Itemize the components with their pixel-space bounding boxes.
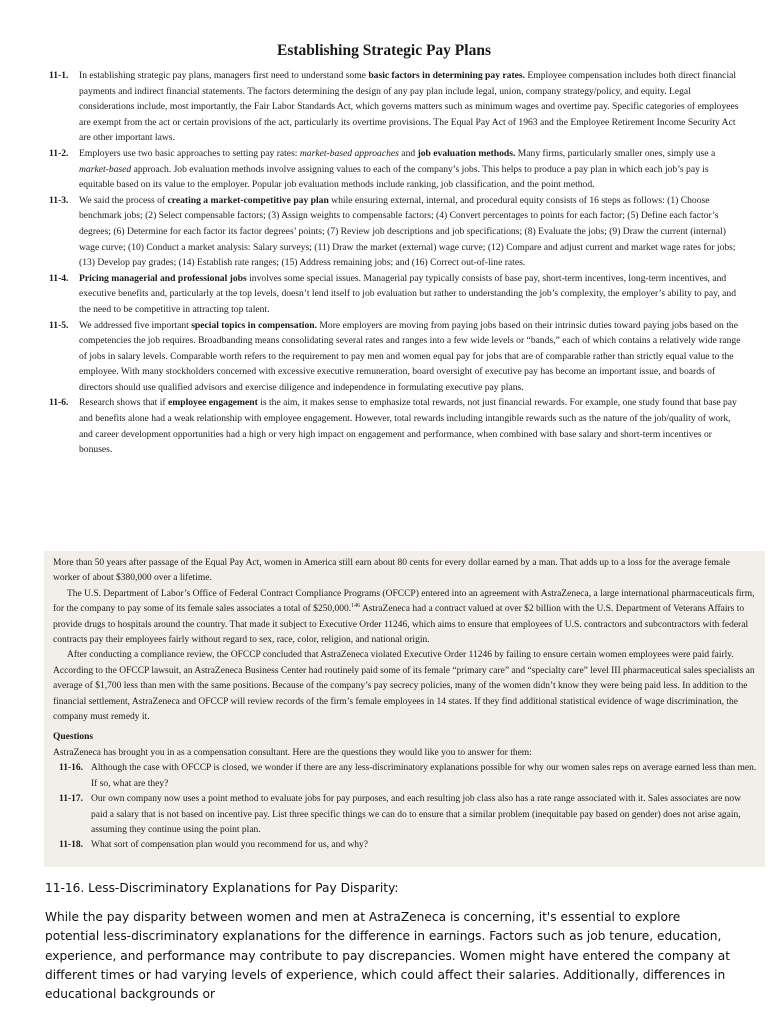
questions-heading: Questions: [53, 732, 94, 743]
case-paragraph: [53, 587, 757, 649]
summary-key-term: job evaluation methods.: [417, 147, 516, 159]
summary-text: involves some special issues. Managerial pay typically consists of base pay, short-term incentives, long-term incentives, and executive benefits and, particularly at the top levels, doesn’t lend itself to job evaluation but rather to understanding the job’s complexity, the employer’s ability to pay, and the need to be competitive in attracting top talent.: [79, 272, 736, 315]
summary-italic-term: market-based approaches: [299, 147, 399, 159]
summary-item-number: 11-3.: [49, 194, 69, 206]
summary-italic-term: market-based: [79, 163, 132, 175]
summary-text: Many firms, particularly smaller ones, simply use a: [515, 147, 716, 159]
answer-body: While the pay disparity between women and men at AstraZeneca is concerning, it's essential to explore potential less-discriminatory explanations for the difference in earnings. Factors such as job tenure, education, experience, and performance may contribute to pay discrepancies. Women might have entered the company at different times or had varying levels of experience, which could affect their salaries. Additionally, differences in educational backgrounds or: [45, 910, 730, 1002]
questions-intro: AstraZeneca has brought you in as a compensation consultant. Here are the questions they would like you to answer for them:: [53, 747, 532, 758]
answer-heading: 11-16. Less-Discriminatory Explanations for Pay Disparity:: [45, 881, 399, 895]
question-number: 11-17.: [59, 794, 84, 805]
question-item: [59, 838, 757, 853]
page-title: Establishing Strategic Pay Plans: [276, 42, 491, 59]
footnote-ref[interactable]: 146: [351, 603, 361, 610]
case-paragraph: After conducting a compliance review, the OFCCP concluded that AstraZeneca violated Executive Order 11246 by failing to ensure certain women employees were paid fairly. According to the OFCCP lawsuit, an AstraZeneca Business Center had routinely paid some of its female “primary care” and “specialty care” level III pharmaceutical sales specialists an average of $1,700 less than men with the same positions. Because of the company’s pay secrecy policies, many of the women didn’t know they were being paid less. In addition to the financial settlement, AstraZeneca and OFCCP will review records of the firm’s female employees in 14 states. If they find additional statistical evidence of wage discrimination, the company must remedy it.: [53, 650, 755, 723]
summary-key-term: creating a market-competitive pay plan: [167, 194, 329, 206]
summary-item: [49, 193, 743, 271]
summary-item: [49, 271, 743, 318]
summary-text: Research shows that if: [79, 397, 168, 409]
case-text: The U.S. Department of Labor’s Office of Federal Contract Compliance Programs (OFCCP) entered into an agreement with AstraZeneca, a large international pharmaceuticals firm, for the company to pay some of its female sales associates a total of $250,000.: [53, 588, 755, 615]
chapter-summary: [49, 68, 743, 458]
summary-text: We addressed five important: [79, 319, 192, 331]
summary-item: [49, 146, 743, 193]
question-number: 11-18.: [59, 840, 84, 851]
summary-key-term: Pricing managerial and professional jobs: [79, 272, 247, 284]
answer-section: [45, 879, 735, 1004]
case-paragraph: More than 50 years after passage of the Equal Pay Act, women in America still earn about 80 cents for every dollar earned by a man. That adds up to a loss for the average female worker of about $380,000 over a lifetime.: [53, 558, 730, 584]
case-text: AstraZeneca had a contract valued at over $2 billion with the U.S. Department of Veterans Affairs to provide drugs to hospitals around the country. That made it subject to Executive Order 11246, which aims to ensure that employees of U.S. contractors and subcontractors with federal contracts pay their employees fairly without regard to sex, race, color, religion, and national origin.: [53, 604, 749, 646]
summary-text: and: [398, 147, 418, 159]
summary-text: is the aim, it makes sense to emphasize total rewards, not just financial rewards. For example, one study found that base pay and benefits alone had a weak relationship with employee engagement. However, total rewards including intangible rewards such as the nature of the job/quality of work, and career development opportunities had a high or very high impact on engagement and performance, when combined with base salary and short-term incentives or bonuses.: [79, 397, 737, 456]
summary-key-term: employee engagement: [168, 397, 258, 409]
question-text: Although the case with OFCCP is closed, we wonder if there are any less-discriminatory explanations possible for why our women sales reps on average earned less than men. If so, what are they?: [91, 763, 757, 789]
question-text: Our own company now uses a point method to evaluate jobs for pay purposes, and each resulting job class also has a rate range associated with it. Sales associates are now paid a salary that is not based on incentive pay. List three specific things we can do to ensure that a similar problem (inequitable pay based on gender) does not arise again, assuming they continue using the point plan.: [91, 794, 742, 835]
summary-key-term: special topics in compensation.: [191, 319, 317, 331]
question-text: What sort of compensation plan would you recommend for us, and why?: [91, 840, 369, 851]
summary-text: while ensuring external, internal, and procedural equity consists of 16 steps as follows: (1) Choose benchmark jobs; (2) Select compensable factors; (3) Assign weights to compensable factors; (4) Convert percentages to points for each factor; (5) Define each factor’s degrees; (6) Determine for each factor its factor degrees’ points; (7) Review job descriptions and job specifications; (8) Evaluate the jobs; (9) Draw the current (internal) wage curve; (10) Conduct a market analysis: Salary surveys; (11) Draw the market (external) wage curve; (12) Compare and adjust current and market wage rates for jobs; (13) Develop pay grades; (14) Establish rate ranges; (15) Address remaining jobs; and (16) Correct out-of-line rates.: [79, 194, 736, 269]
summary-text: Employers use two basic approaches to setting pay rates:: [79, 147, 300, 159]
question-item: [59, 761, 757, 792]
summary-item-number: 11-1.: [49, 70, 69, 81]
summary-item: [49, 68, 743, 146]
summary-text: We said the process of: [79, 194, 168, 206]
case-study-box: [44, 551, 765, 867]
summary-item: [49, 395, 743, 457]
summary-item-number: 11-6.: [49, 397, 69, 409]
summary-item: [49, 318, 743, 396]
question-number: 11-16.: [59, 763, 84, 774]
summary-text: Employee compensation includes both direct financial payments and indirect financial statements. The factors determining the design of any pay plan include legal, union, company strategy/policy, and equity. Legal considerations include, most importantly, the Fair Labor Standards Act, which governs matters such as minimum wages and overtime pay. Specific categories of employees are exempt from the act or certain provisions of the act, particularly its overtime provisions. The Equal Pay Act of 1963 and the Employee Retirement Income Security Act are other important laws.: [79, 70, 739, 144]
summary-item-number: 11-4.: [49, 272, 69, 284]
summary-text: In establishing strategic pay plans, managers first need to understand some: [79, 70, 369, 81]
summary-text: approach. Job evaluation methods involve assigning values to each of the company’s jobs. This helps to produce a pay plan in which each job’s pay is equitable based on its value to the employer. Popular job evaluation methods include ranking, job classification, and the point method.: [79, 163, 709, 191]
summary-text: More employers are moving from paying jobs based on their intrinsic duties toward paying jobs based on the competencies the job requires. Broadbanding means consolidating several rates and ranges into a few wide levels or “bands,” each of which contains a relatively wide range of jobs in salary levels. Comparable worth refers to the requirement to pay men and women equal pay for jobs that are of comparable rather than strictly equal value to the employee. With many stockholders concerned with excessive executive remuneration, board oversight of executive pay has become an important issue, and boards of directors should use qualified advisors and exercise diligence and independence in formulating executive pay plans.: [79, 319, 741, 393]
summary-item-number: 11-5.: [49, 319, 69, 331]
summary-item-number: 11-2.: [49, 147, 69, 159]
question-item: [59, 792, 757, 838]
summary-key-term: basic factors in determining pay rates.: [368, 70, 526, 81]
